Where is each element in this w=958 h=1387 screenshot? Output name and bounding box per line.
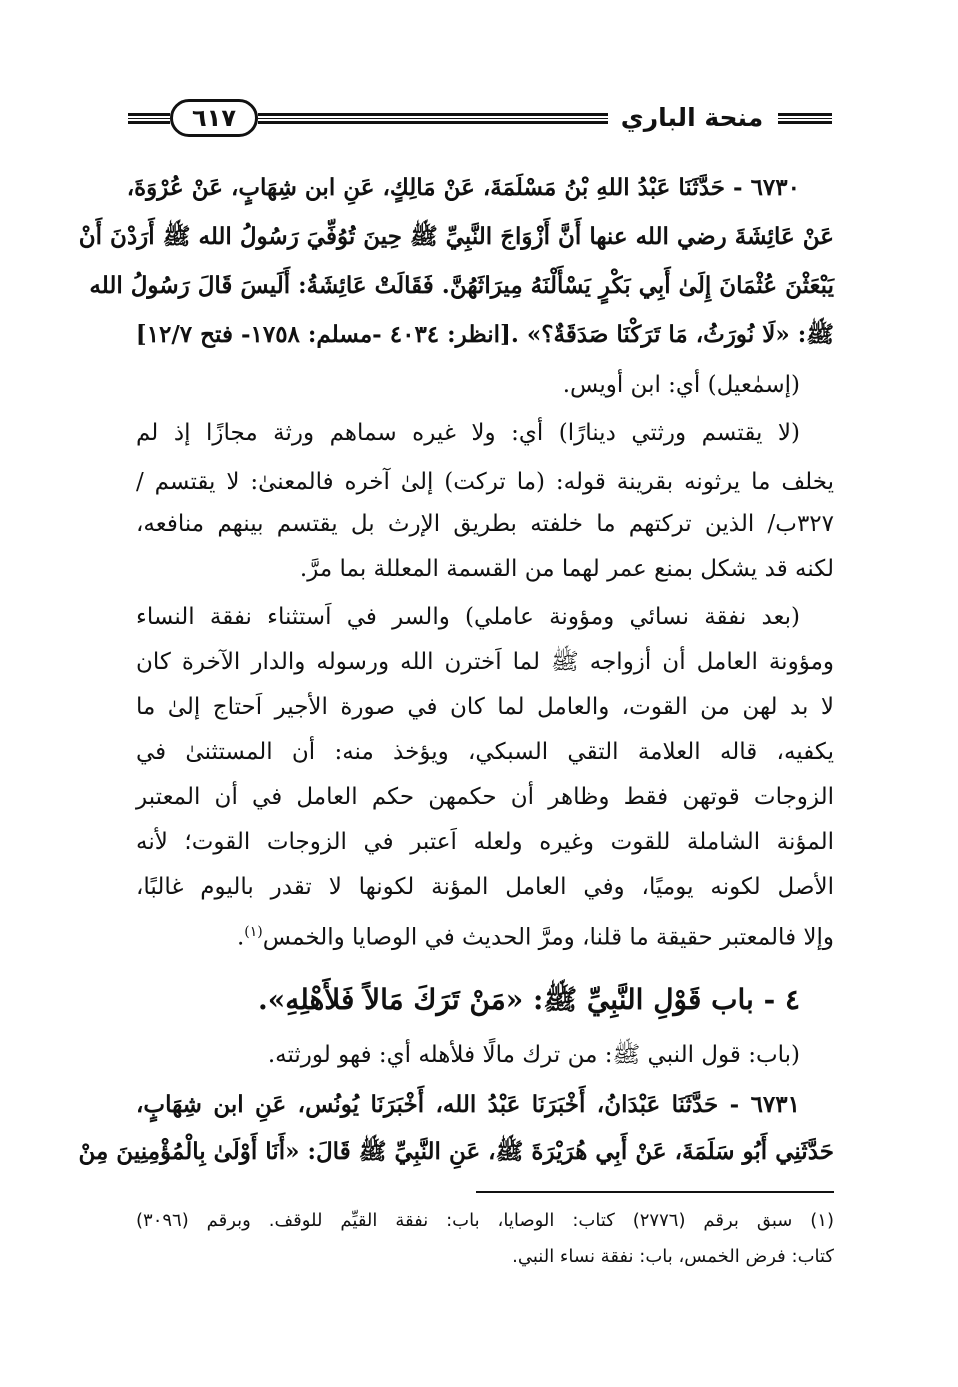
commentary-line-12: الأصل لكونه يوميًا، وفي العامل المؤنة لكونها لا تقدر باليوم غالبًا،: [136, 874, 834, 900]
footnote-1-line-1: (١) سبق برقم (٢٧٧٦) كتاب: الوصايا، باب: نفقة القيِّم للوقف. وبرقم (٣٠٩٦): [136, 1210, 834, 1231]
hadith-6730-line-4: ﷺ: «لَا نُورَثُ، مَا تَرَكْنَا صَدَقَةٌ؟» .[انظر: ٤٠٣٤ -مسلم: ١٧٥٨- فتح ١٢/٧]: [135, 321, 834, 348]
footnote-separator: [476, 1191, 834, 1193]
footnote-1-line-2: كتاب: فرض الخمس، باب: نفقة نساء النبي.: [512, 1246, 834, 1267]
hadith-6731-line-1: ٦٧٣١ - حَدَّثَنَا عَبْدَانُ، أَخْبَرَنَا عَبْدُ الله، أَخْبَرَنَا يُونُس، عَنِ ابن شِهَابٍ،: [136, 1091, 800, 1118]
commentary-line-6: (بعد نفقة نسائي ومؤونة عاملي) والسر في اَستثناء نفقة النساء: [136, 604, 800, 630]
page-number: ٦١٧: [170, 99, 258, 137]
commentary-line-14: (باب: قول النبي ﷺ: من ترك مالًا فلأهله أي: فهو لورثته.: [267, 1042, 800, 1068]
commentary-line-8: لا بد لهن من القوت، والعامل لما كان في صورة الأجير اَحتاج إلىٰ ما: [136, 694, 834, 720]
commentary-line-4: ٣٢٧ب/ الذين تركتهم ما خلفته بطريق الإرث بل يقتسم بينهم منافعه،: [136, 511, 834, 537]
footnote-marker: (١): [244, 924, 263, 940]
commentary-line-7: ومؤونة العامل أن أزواجه ﷺ لما اَخترن الله ورسوله والدار الآخرة كان: [136, 649, 834, 675]
commentary-line-2: (لا يقتسم ورثتي دينارًا) أي: ولا غيره سماهم ورثة مجازًا إذ لم: [136, 420, 800, 446]
hadith-6731-line-2: حَدَّثَنِي أَبُو سَلَمَةَ، عَنْ أَبِي هُرَيْرَةَ ﷺ، عَنِ النَّبِيِّ ﷺ قَالَ: «أَنَا أَوْلَىٰ بِالْمُؤْمِنِينَ مِنْ: [78, 1138, 834, 1165]
hadith-6730-line-3: يَبْعَثْنَ عُثْمَانَ إِلَىٰ أَبِي بَكْرٍ يَسْأَلْنَهُ مِيرَاثَهُنَّ. فَقَالَتْ عَائِشَةُ: أَلَيسَ قَالَ رَسُولُ الله: [89, 272, 834, 299]
commentary-line-3: يخلف ما يرثونه بقرينة قوله: (ما تركت) إلىٰ آخره فالمعنىٰ: لا يقتسم /: [136, 469, 834, 495]
hadith-6730-line-1: ٦٧٣٠ - حَدَّثَنَا عَبْدُ اللهِ بْنُ مَسْلَمَةَ، عَنْ مَالِكٍ، عَنِ ابن شِهَابٍ، عَنْ عُرْوَةَ،: [126, 174, 800, 201]
header-rule-middle: [258, 113, 608, 124]
header-rule-right: [778, 113, 832, 124]
commentary-line-9: يكفيه، قاله العلامة التقي السبكي، ويؤخذ منه: أن المستثنىٰ في: [136, 739, 834, 765]
commentary-line-13: وإلا فالمعتبر حقيقة ما قلنا، ومرَّ الحديث في الوصايا والخمس$^{(١)}$.: [236, 924, 834, 951]
chapter-heading: ٤ - باب قَوْلِ النَّبِيِّ ﷺ: «مَنْ تَرَكَ مَالاً فَلأَهْلِهِ».: [257, 983, 800, 1016]
commentary-line-1: (إسمٰعيل) أي: ابن أويس.: [562, 372, 800, 398]
commentary-line-13-text: وإلا فالمعتبر حقيقة ما قلنا، ومرَّ الحديث في الوصايا والخمس: [262, 924, 834, 951]
commentary-line-11: المؤنة الشاملة للقوت وغيره ولعله اَعتبر في الزوجات القوت؛ لأنه: [136, 829, 834, 855]
commentary-line-5: لكنه قد يشكل بمنع عمر لهما من القسمة المعللة بما مرَّ.: [299, 556, 834, 582]
running-title: منحة الباري: [620, 103, 764, 132]
hadith-6730-line-2: عَنْ عَائِشَةَ رضي الله عنها أَنَّ أَزْوَاجَ النَّبِيِّ ﷺ حِينَ تُوُفِّيَ رَسُولُ الله ﷺ أَرَدْنَ أَنْ: [78, 223, 834, 250]
commentary-line-10: الزوجات قوتهن فقط وظاهر أن حكمهن حكم العامل في أن المعتبر: [136, 784, 834, 810]
header-rule-left: [128, 113, 170, 124]
